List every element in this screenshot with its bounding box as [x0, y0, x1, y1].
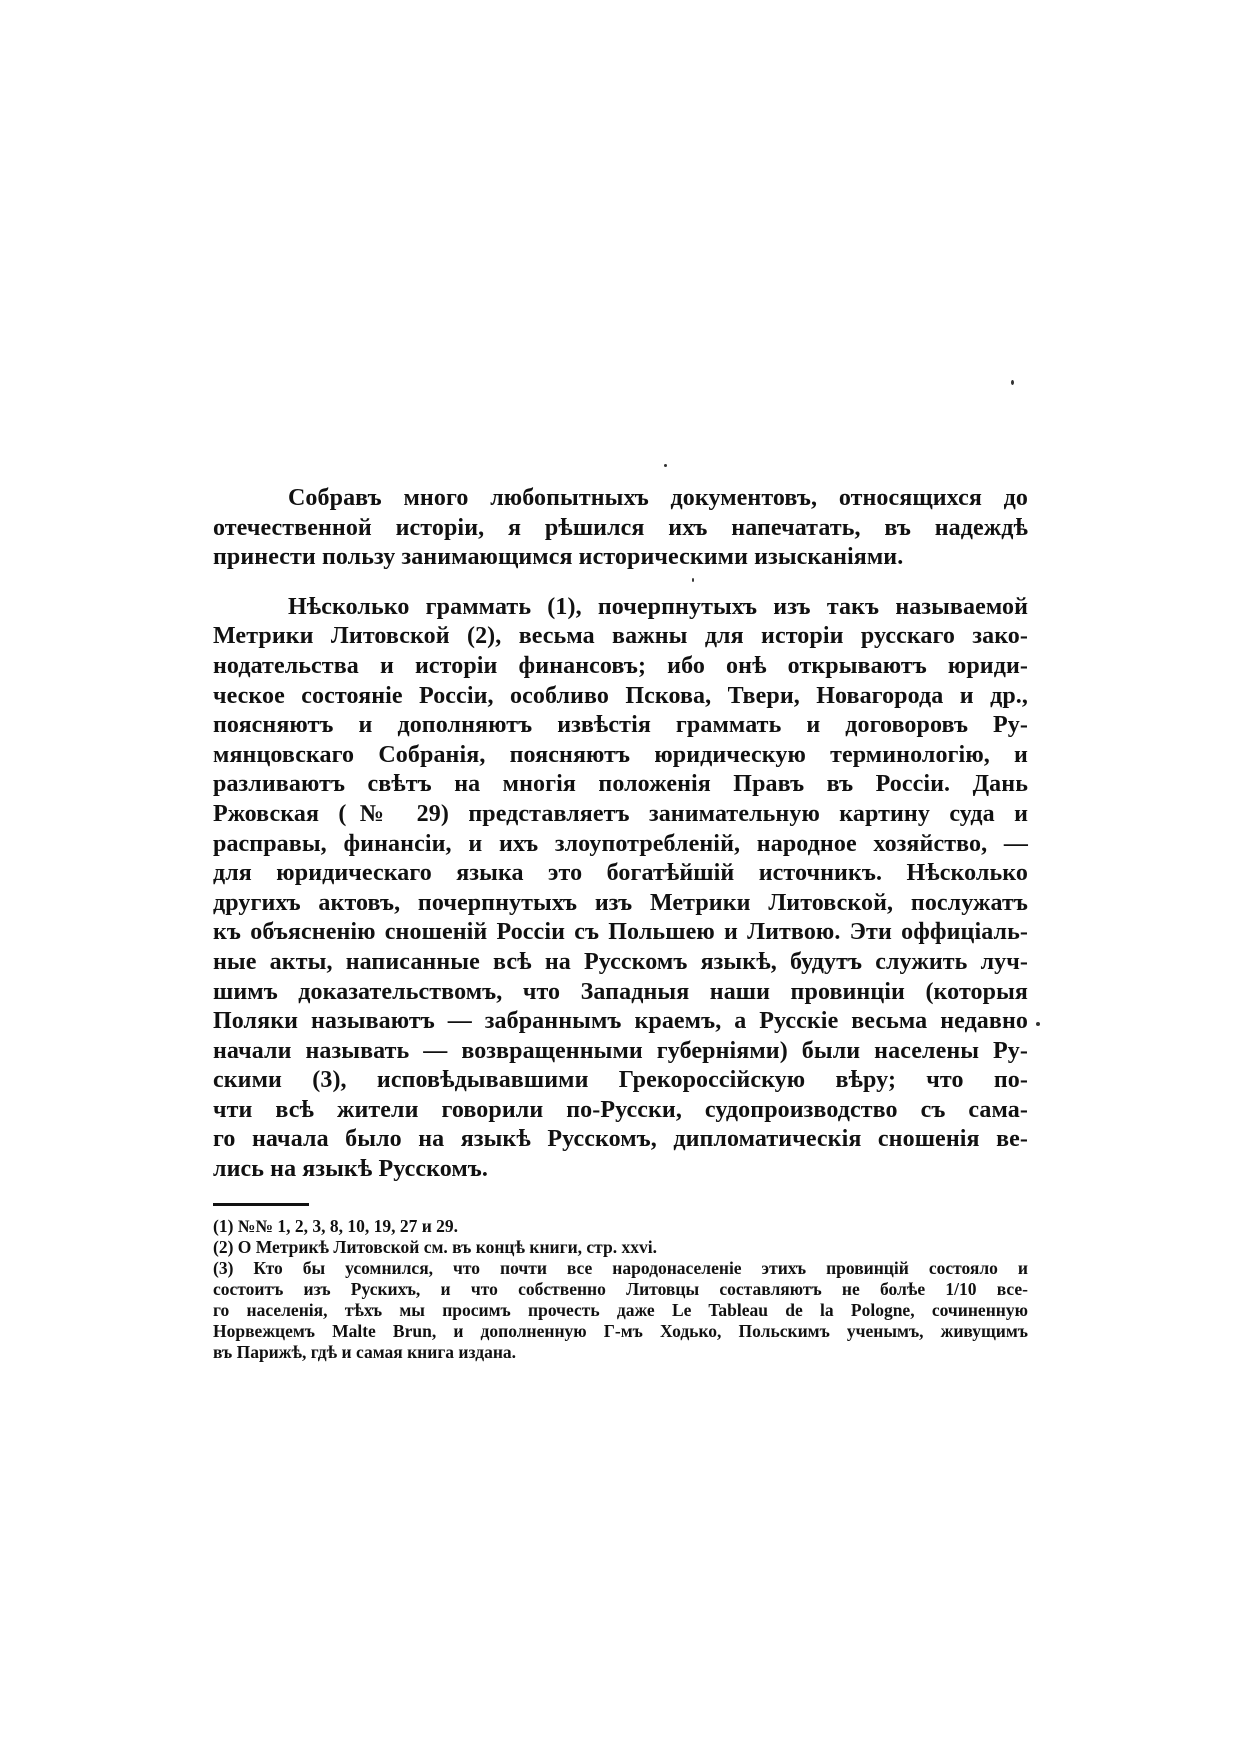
text-line: расправы, финансіи, и ихъ злоупотребленій, народное хозяйство, — — [213, 830, 1028, 857]
footnote-line: го населенія, тѣхъ мы просимъ прочесть даже Le Tableau de la Pologne, сочиненную — [213, 1300, 1028, 1320]
footnotes — [213, 1216, 1028, 1363]
text-line: Ржовская (№ 29) представляетъ занимательную картину суда и — [213, 800, 1028, 827]
footnote-line: Норвежцемъ Malte Brun, и дополненную Г-мъ Ходько, Польскимъ ученымъ, живущимъ — [213, 1321, 1028, 1341]
intro-paragraph — [213, 484, 1028, 573]
text-line: Поляки называютъ — забраннымъ краемъ, а Русскіе весьма недавно — [213, 1008, 1028, 1035]
text-line: для юридическаго языка это богатѣйшій источникъ. Нѣсколько — [213, 860, 1028, 887]
text-line: чти всѣ жители говорили по-Русски, судопроизводство съ сама- — [213, 1096, 1028, 1123]
footnote-1: (1) №№ 1, 2, 3, 8, 10, 19, 27 и 29. — [213, 1216, 459, 1236]
footnote-line: состоитъ изъ Рускихъ, и что собственно Литовцы составляютъ не болѣе 1/10 все- — [213, 1279, 1028, 1299]
footnote-divider — [213, 1203, 309, 1206]
text-line: го начала было на языкѣ Русскомъ, дипломатическія сношенія ве- — [213, 1126, 1028, 1153]
text-line: скими (3), исповѣдывавшими Грекороссійскую вѣру; что по- — [213, 1067, 1028, 1094]
text-line: ные акты, написанные всѣ на Русскомъ языкѣ, будутъ служить луч- — [213, 948, 1028, 975]
text-line: принести пользу занимающимся историческими изысканіями. — [213, 544, 904, 571]
scan-speck — [1036, 1022, 1040, 1026]
footnote-2: (2) О Метрикѣ Литовской см. въ концѣ книги, стр. xxvi. — [213, 1237, 657, 1257]
scan-speck — [664, 464, 667, 467]
text-line: Собравъ много любопытныхъ документовъ, относящихся до — [288, 485, 1028, 511]
scan-speck — [1011, 380, 1014, 385]
text-line: къ объясненію сношеній Россіи съ Польшею и Литвою. Эти оффиціаль- — [213, 919, 1028, 946]
main-text — [213, 484, 1028, 1185]
text-line: Нѣсколько граммать (1), почерпнутыхъ изъ такъ называемой — [288, 593, 1028, 620]
text-line: Метрики Литовской (2), весьма важны для исторіи русскаго зако- — [213, 623, 1028, 650]
text-line: другихъ актовъ, почерпнутыхъ изъ Метрики Литовской, послужатъ — [213, 889, 1028, 916]
text-line: поясняютъ и дополняютъ извѣстія граммать и договоровъ Ру- — [213, 712, 1028, 739]
text-line: ческое состояніе Россіи, особливо Пскова, Твери, Новагорода и др., — [213, 682, 1028, 709]
text-line: лись на языкѣ Русскомъ. — [213, 1156, 488, 1183]
documents-paragraph — [213, 593, 1028, 1185]
text-line: мянцовскаго Собранія, поясняютъ юридическую терминологію, и — [213, 741, 1028, 768]
text-line: начали называть — возвращенными губерніями) были населены Ру- — [213, 1037, 1028, 1064]
text-line: отечественной исторіи, я рѣшился ихъ напечатать, въ надеждѣ — [213, 514, 1028, 541]
text-line: разливаютъ свѣтъ на многія положенія Правъ въ Россіи. Дань — [213, 771, 1028, 798]
footnote-line: въ Парижѣ, гдѣ и самая книга издана. — [213, 1342, 517, 1362]
footnote-3 — [213, 1258, 1028, 1363]
text-line: нодательства и исторіи финансовъ; ибо онѣ открываютъ юриди- — [213, 652, 1028, 679]
footnote-line: (3) Кто бы усомнился, что почти все народонаселеніе этихъ провинцій состояло и — [213, 1258, 1028, 1278]
text-line: шимъ доказательствомъ, что Западныя наши провинціи (которыя — [213, 978, 1028, 1005]
